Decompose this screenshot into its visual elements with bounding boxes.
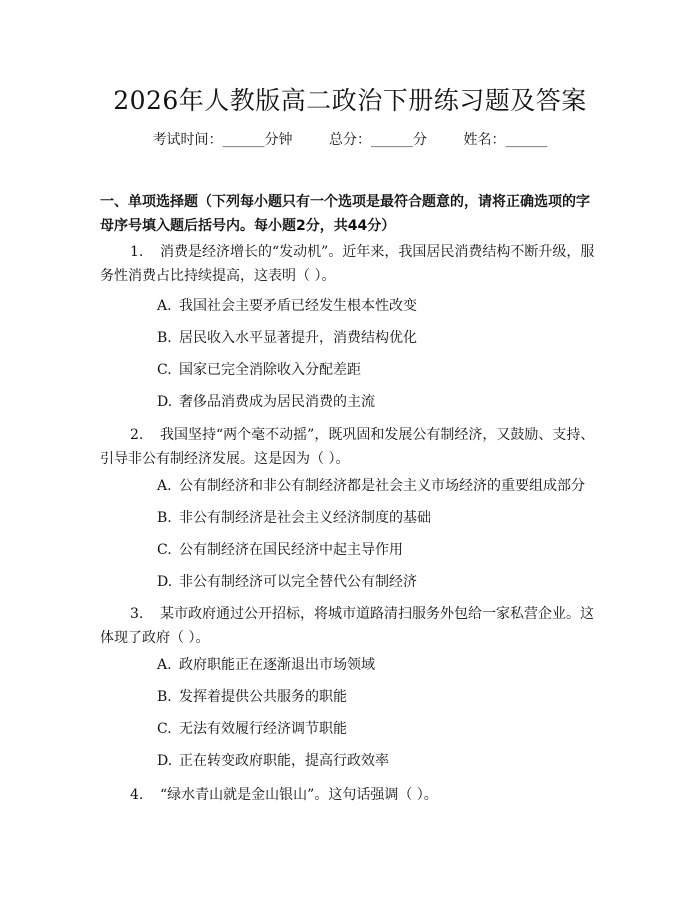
question-1-option-a xyxy=(157,296,597,316)
question-text: “绿水青山就是金山银山”。这句话强调（ ）。 xyxy=(160,787,438,803)
question-2-option-a xyxy=(157,476,597,496)
option-text: 居民收入水平显著提升，消费结构优化 xyxy=(179,330,417,346)
option-text: 国家已完全消除收入分配差距 xyxy=(179,362,361,378)
question-number: 3. xyxy=(130,606,144,622)
option-text: 非公有制经济可以完全替代公有制经济 xyxy=(179,574,417,590)
option-text: 无法有效履行经济调节职能 xyxy=(179,721,347,737)
question-1 xyxy=(100,240,600,288)
option-label: A. xyxy=(157,298,172,314)
question-number: 2. xyxy=(130,427,144,443)
option-label: B. xyxy=(157,689,172,705)
option-text: 公有制经济和非公有制经济都是社会主义市场经济的重要组成部分 xyxy=(179,478,585,494)
student-name-field: 姓名：______ xyxy=(463,132,548,148)
exam-info-line xyxy=(0,130,700,150)
question-number: 4. xyxy=(130,787,144,803)
option-text: 非公有制经济是社会主义经济制度的基础 xyxy=(179,510,431,526)
total-score-field: 总分：______分 xyxy=(329,132,427,148)
document-title: 2026年人教版高二政治下册练习题及答案 xyxy=(113,86,587,115)
section-heading: 一、单项选择题（下列每小题只有一个选项是最符合题意的，请将正确选项的字母序号填入题后括号内。每小题2分，共44分） xyxy=(100,194,590,234)
question-text: 我国坚持“两个毫不动摇”，既巩固和发展公有制经济，又鼓励、支持、引导非公有制经济发展。这是因为（ ）。 xyxy=(100,427,595,467)
option-text: 我国社会主要矛盾已经发生根本性改变 xyxy=(179,298,417,314)
question-2-option-c xyxy=(157,540,597,560)
question-2-option-d xyxy=(157,572,597,592)
option-text: 政府职能正在逐渐退出市场领域 xyxy=(179,657,375,673)
option-text: 发挥着提供公共服务的职能 xyxy=(179,689,347,705)
option-label: C. xyxy=(157,721,172,737)
exam-time-field: 考试时间：______分钟 xyxy=(152,132,293,148)
option-label: B. xyxy=(157,330,172,346)
option-label: C. xyxy=(157,362,172,378)
question-text: 某市政府通过公开招标，将城市道路清扫服务外包给一家私营企业。这体现了政府（ ）。 xyxy=(100,606,594,646)
question-3-option-d xyxy=(157,751,597,771)
question-1-option-c xyxy=(157,360,597,380)
option-label: C. xyxy=(157,542,172,558)
option-label: D. xyxy=(157,753,173,769)
question-2 xyxy=(100,423,600,471)
question-2-option-b xyxy=(157,508,597,528)
option-label: D. xyxy=(157,574,173,590)
option-text: 正在转变政府职能，提高行政效率 xyxy=(179,753,389,769)
question-3-option-a xyxy=(157,655,597,675)
question-1-option-b xyxy=(157,328,597,348)
option-label: B. xyxy=(157,510,172,526)
question-3 xyxy=(100,602,600,650)
question-text: 消费是经济增长的“发动机”。近年来，我国居民消费结构不断升级，服务性消费占比持续提高，这表明（ ）。 xyxy=(100,244,595,284)
option-label: A. xyxy=(157,657,172,673)
option-label: A. xyxy=(157,478,172,494)
option-text: 公有制经济在国民经济中起主导作用 xyxy=(179,542,403,558)
question-number: 1. xyxy=(130,244,144,260)
question-3-option-b xyxy=(157,687,597,707)
question-1-option-d xyxy=(157,392,597,412)
option-label: D. xyxy=(157,394,173,410)
question-3-option-c xyxy=(157,719,597,739)
question-4 xyxy=(100,783,600,807)
option-text: 奢侈品消费成为居民消费的主流 xyxy=(179,394,375,410)
